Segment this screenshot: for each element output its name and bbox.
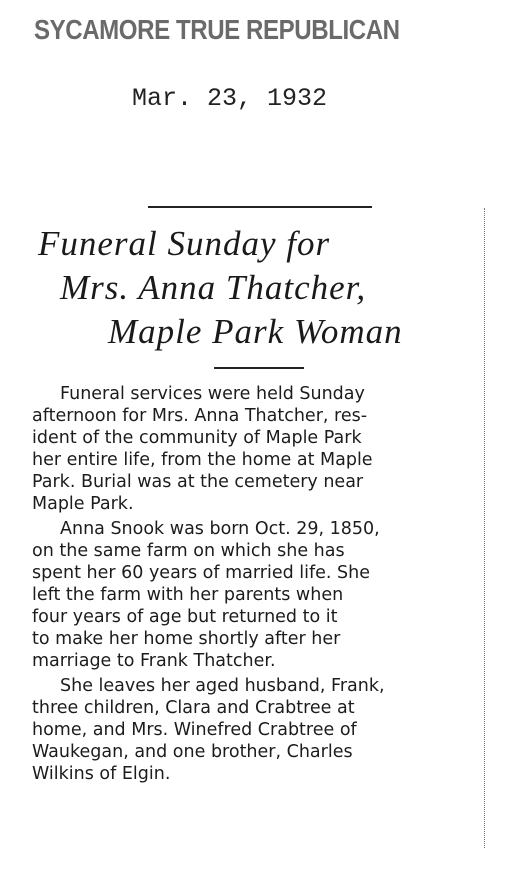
- article-paragraph-3: [32, 675, 482, 785]
- headline-line-3: Maple Park Woman: [108, 312, 403, 351]
- article-line: ident of the community of Maple Park: [32, 428, 362, 448]
- headline-line-2: Mrs. Anna Thatcher,: [60, 268, 367, 307]
- article-line: She leaves her aged husband, Frank,: [60, 676, 385, 696]
- article-body: [32, 383, 482, 788]
- top-divider-rule: [148, 206, 372, 208]
- article-line: her entire life, from the home at Maple: [32, 450, 373, 470]
- article-line: Maple Park.: [32, 494, 134, 514]
- article-line: left the farm with her parents when: [32, 585, 344, 605]
- article-line: Funeral services were held Sunday: [60, 384, 365, 404]
- article-paragraph-1: [32, 383, 482, 515]
- article-line: four years of age but returned to it: [32, 607, 338, 627]
- newspaper-masthead-stamp: SYCAMORE TRUE REPUBLICAN: [34, 14, 400, 45]
- article-line: Anna Snook was born Oct. 29, 1850,: [60, 519, 380, 539]
- headline-line-1: Funeral Sunday for: [38, 224, 331, 263]
- article-line: Wilkins of Elgin.: [32, 764, 171, 784]
- article-line: Park. Burial was at the cemetery near: [32, 472, 364, 492]
- article-line: home, and Mrs. Winefred Crabtree of: [32, 720, 357, 740]
- article-line: spent her 60 years of married life. She: [32, 563, 371, 583]
- article-line: to make her home shortly after her: [32, 629, 341, 649]
- column-edge-rule: [484, 208, 485, 848]
- article-paragraph-2: [32, 518, 482, 672]
- article-line: marriage to Frank Thatcher.: [32, 651, 276, 671]
- publication-date: Mar. 23, 1932: [132, 84, 328, 113]
- headline-divider-rule: [214, 367, 304, 369]
- article-line: Waukegan, and one brother, Charles: [32, 742, 353, 762]
- headline: [38, 222, 488, 354]
- article-line: on the same farm on which she has: [32, 541, 345, 561]
- article-line: afternoon for Mrs. Anna Thatcher, res-: [32, 406, 368, 426]
- article-line: three children, Clara and Crabtree at: [32, 698, 355, 718]
